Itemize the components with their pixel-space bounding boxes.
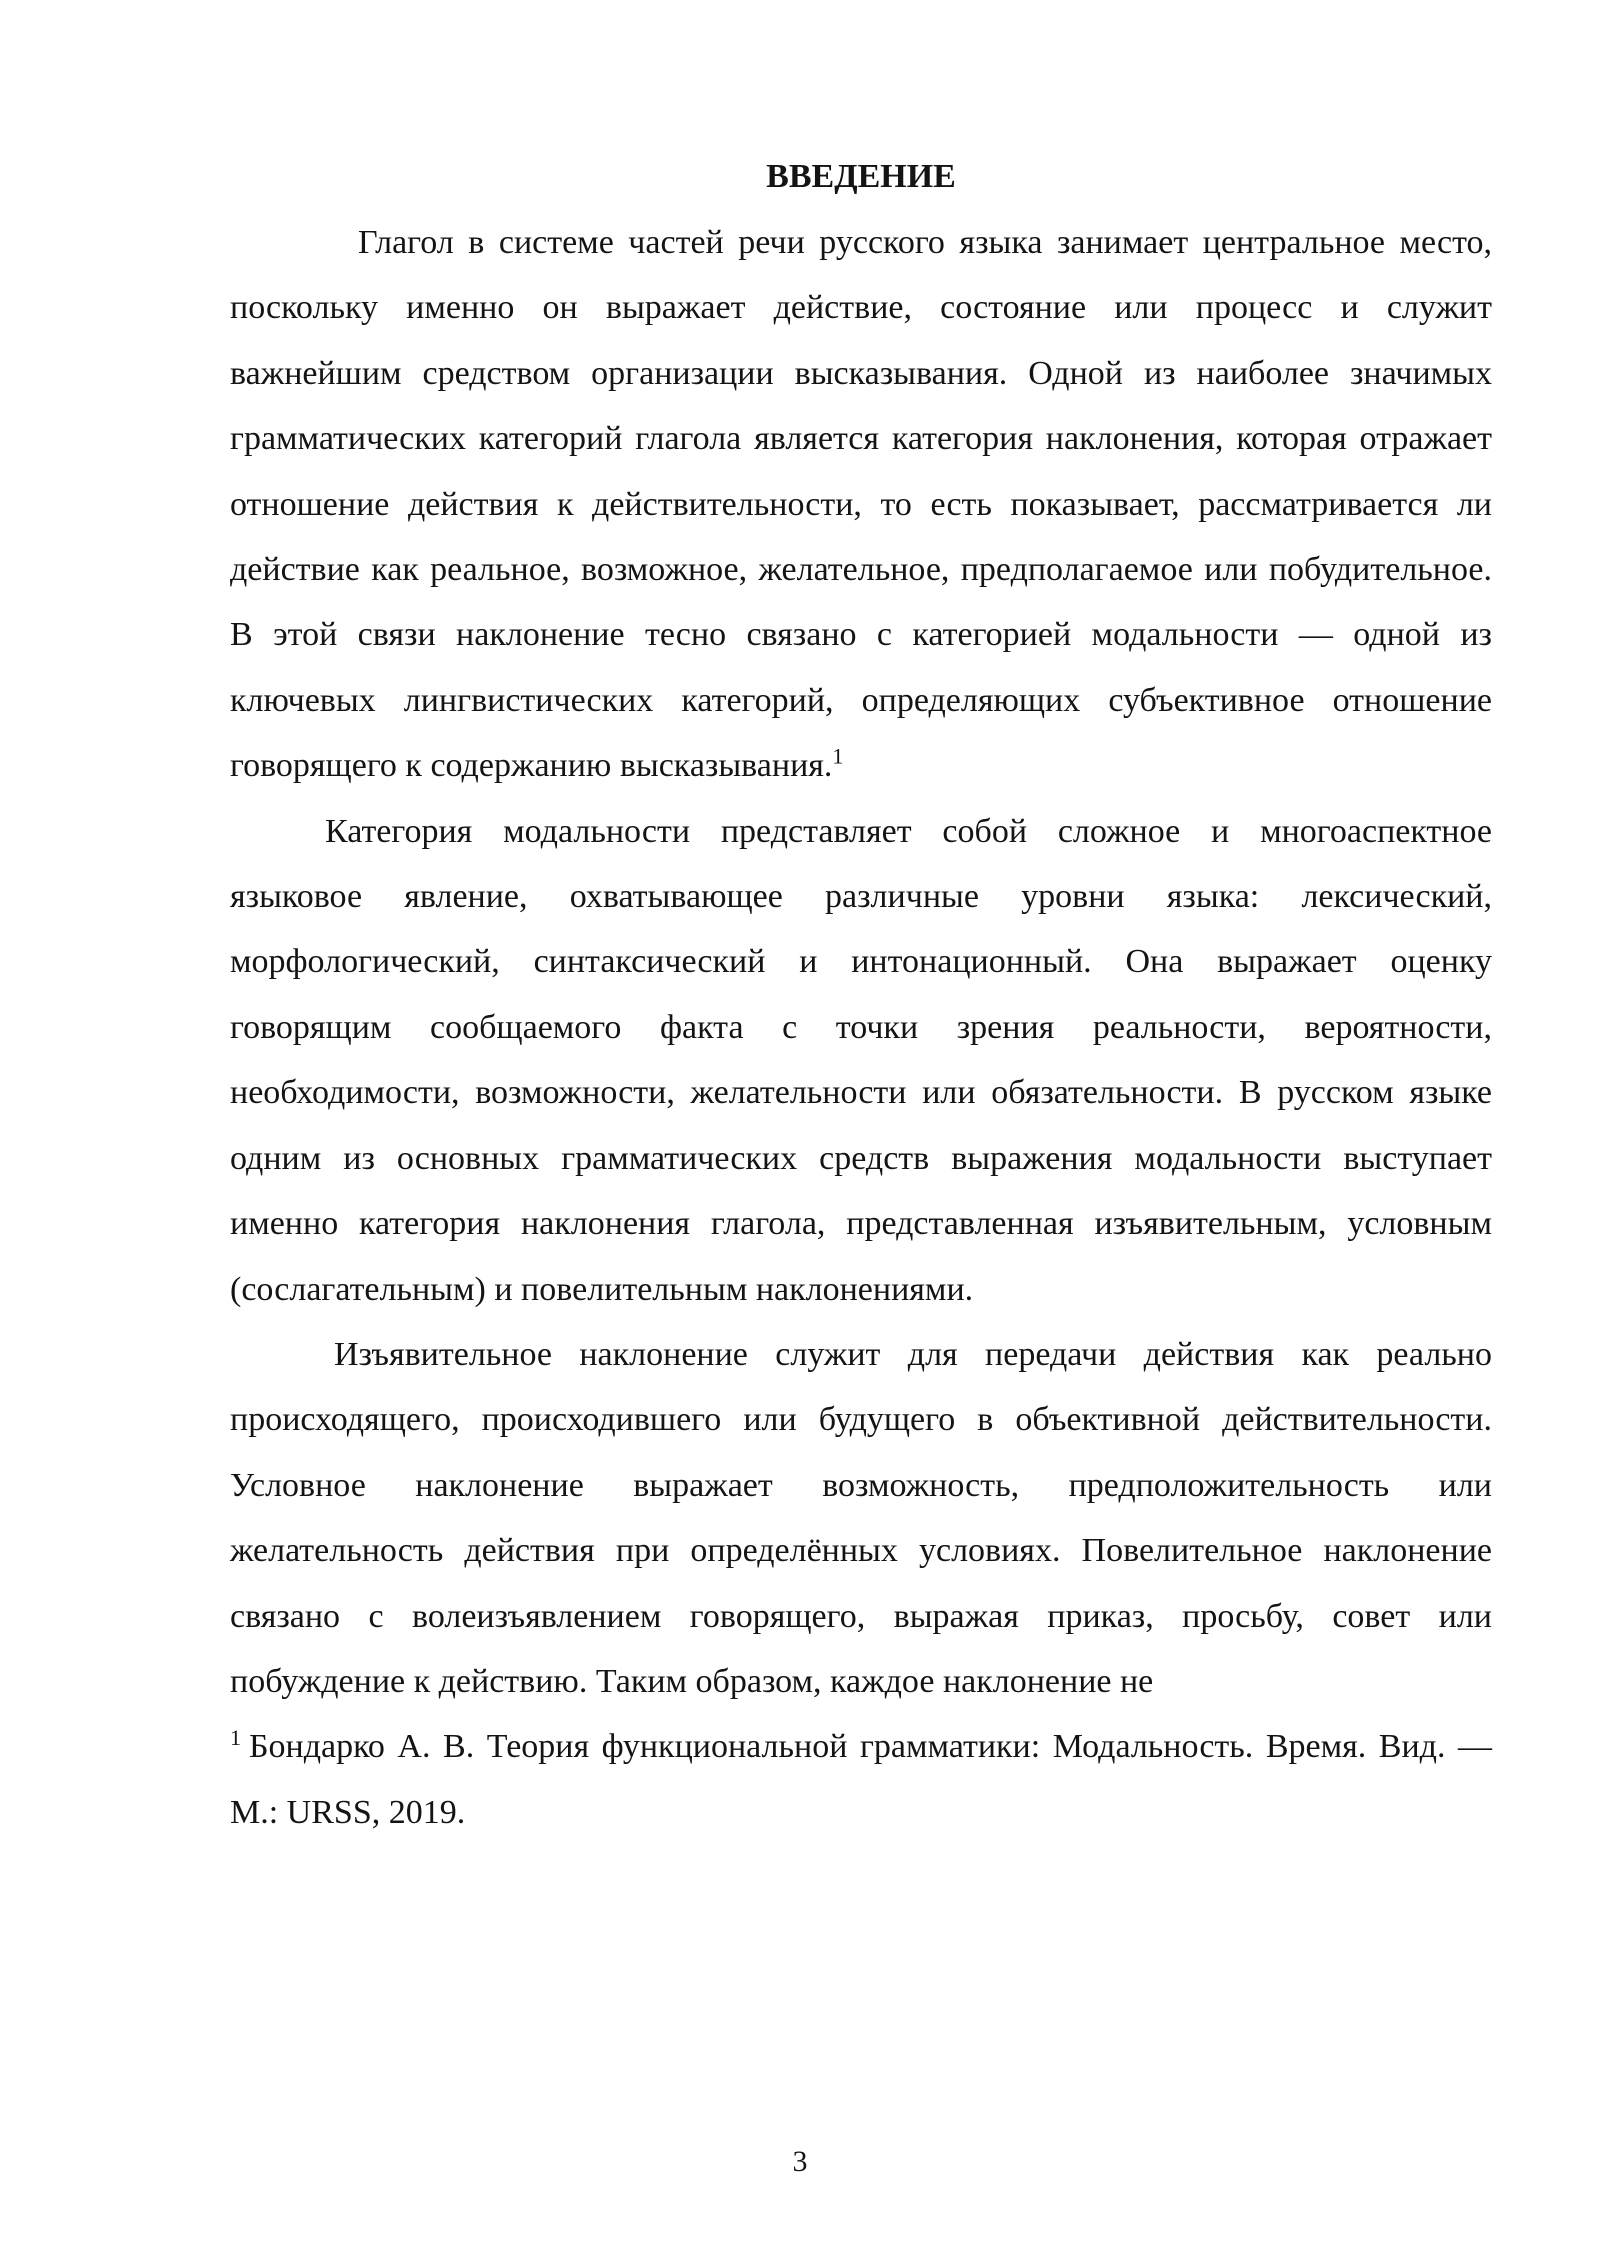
paragraph-2 bbox=[230, 799, 1492, 1322]
footnote-number: 1 bbox=[230, 1725, 241, 1751]
footnote-reference: 1 bbox=[832, 743, 844, 769]
paragraph-1-text: Глагол в системе частей речи русского языка занимает центральное место, поскольку именно он выражает действие, состояние или процесс и служит важнейшим средством организации высказывания. Одной из наиболее значимых грамматических категорий глагола является категория наклонения, которая отражает отношение действия к действительности, то есть показывает, рассматривается ли действие как реальное, возможное, желательное, предполагаемое или побудительное. В этой связи наклонение тесно связано с категорией модальности — одной из ключевых лингвистических категорий, определяющих субъективное отношение говорящего к содержанию высказывания. bbox=[230, 224, 1492, 785]
page-content bbox=[230, 150, 1492, 1845]
page-number: 3 bbox=[792, 2145, 808, 2178]
footnote-text: Бондарко А. В. Теория функциональной грамматики: Модальность. Время. Вид. — М.: URSS, 2019. bbox=[230, 1728, 1492, 1831]
section-heading: ВВЕДЕНИЕ bbox=[766, 158, 956, 195]
paragraph-3 bbox=[230, 1322, 1492, 1714]
paragraph-2-text: Категория модальности представляет собой сложное и многоаспектное языковое явление, охватывающее различные уровни языка: лексический, морфологический, синтаксический и интонационный. Она выражает оценку говорящим сообщаемого факта с точки зрения реальности, вероятности, необходимости, возможности, желательности или обязательности. В русском языке одним из основных грамматических средств выражения модальности выступает именно категория наклонения глагола, представленная изъявительным, условным (сослагательным) и повелительным наклонениями. bbox=[230, 812, 1492, 1308]
paragraph-1 bbox=[230, 210, 1492, 799]
paragraph-3-text: Изъявительное наклонение служит для передачи действия как реально происходящего, происходившего или будущего в объективной действительности. Условное наклонение выражает возможность, предположительность или желательность действия при определённых условиях. Повелительное наклонение связано с волеизъявлением говорящего, выражая приказ, просьбу, совет или побуждение к действию. Таким образом, каждое наклонение не bbox=[230, 1335, 1492, 1700]
footnote bbox=[230, 1714, 1492, 1845]
